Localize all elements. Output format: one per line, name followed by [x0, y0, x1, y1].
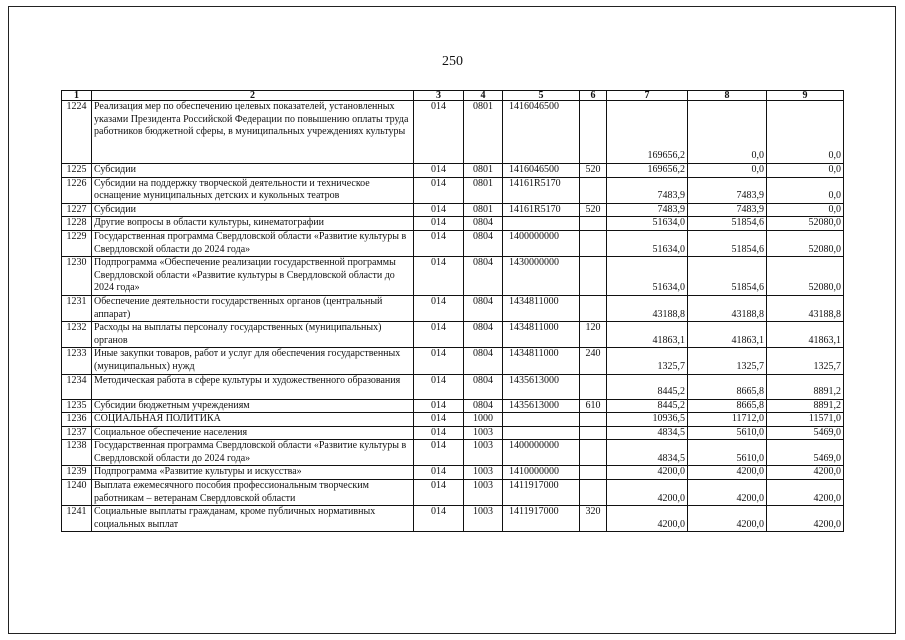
row-name: Социальное обеспечение населения — [92, 426, 414, 440]
section-code: 0804 — [464, 374, 503, 399]
expense-type-code: 610 — [580, 399, 607, 413]
amount-year-1: 4200,0 — [607, 506, 688, 532]
row-name: Расходы на выплаты персоналу государственных (муниципальных) органов — [92, 322, 414, 348]
admin-code: 014 — [414, 295, 464, 321]
row-name: Обеспечение деятельности государственных органов (центральный аппарат) — [92, 295, 414, 321]
amount-year-1: 41863,1 — [607, 322, 688, 348]
target-article-code: 1410000000 — [503, 466, 580, 480]
amount-year-1: 51634,0 — [607, 257, 688, 296]
target-article-code — [503, 217, 580, 231]
expense-type-code — [580, 230, 607, 256]
amount-year-2: 5610,0 — [688, 440, 767, 466]
row-number: 1224 — [62, 101, 92, 164]
amount-year-2: 1325,7 — [688, 348, 767, 374]
target-article-code: 1430000000 — [503, 257, 580, 296]
amount-year-2: 7483,9 — [688, 203, 767, 217]
table-row — [62, 480, 844, 506]
expense-type-code — [580, 101, 607, 164]
row-name: СОЦИАЛЬНАЯ ПОЛИТИКА — [92, 413, 414, 427]
target-article-code: 1416046500 — [503, 164, 580, 178]
target-article-code: 1434811000 — [503, 295, 580, 321]
amount-year-2: 4200,0 — [688, 506, 767, 532]
amount-year-3: 4200,0 — [767, 466, 844, 480]
section-code: 0801 — [464, 164, 503, 178]
row-number: 1232 — [62, 322, 92, 348]
target-article-code: 1416046500 — [503, 101, 580, 164]
amount-year-1: 43188,8 — [607, 295, 688, 321]
target-article-code: 14161R5170 — [503, 203, 580, 217]
amount-year-3: 8891,2 — [767, 399, 844, 413]
row-number: 1237 — [62, 426, 92, 440]
row-number: 1241 — [62, 506, 92, 532]
table-row — [62, 230, 844, 256]
row-number: 1226 — [62, 177, 92, 203]
admin-code: 014 — [414, 440, 464, 466]
amount-year-3: 52080,0 — [767, 217, 844, 231]
target-article-code: 1411917000 — [503, 506, 580, 532]
section-code: 0804 — [464, 295, 503, 321]
expense-type-code — [580, 426, 607, 440]
row-name: Социальные выплаты гражданам, кроме публичных нормативных социальных выплат — [92, 506, 414, 532]
amount-year-3: 0,0 — [767, 101, 844, 164]
amount-year-3: 0,0 — [767, 164, 844, 178]
admin-code: 014 — [414, 466, 464, 480]
section-code: 0804 — [464, 257, 503, 296]
row-number: 1229 — [62, 230, 92, 256]
amount-year-1: 4834,5 — [607, 426, 688, 440]
section-code: 0804 — [464, 230, 503, 256]
section-code: 1003 — [464, 466, 503, 480]
admin-code: 014 — [414, 348, 464, 374]
row-number: 1234 — [62, 374, 92, 399]
table-row — [62, 257, 844, 296]
amount-year-3: 52080,0 — [767, 230, 844, 256]
budget-table — [61, 90, 844, 532]
amount-year-1: 4200,0 — [607, 466, 688, 480]
amount-year-2: 51854,6 — [688, 217, 767, 231]
row-name: Подпрограмма «Обеспечение реализации государственной программы Свердловской области «Развитие культуры в Свердловской области до 2024 года» — [92, 257, 414, 296]
section-code: 0801 — [464, 101, 503, 164]
row-number: 1239 — [62, 466, 92, 480]
amount-year-3: 5469,0 — [767, 426, 844, 440]
column-header: 4 — [464, 91, 503, 101]
amount-year-2: 11712,0 — [688, 413, 767, 427]
amount-year-3: 11571,0 — [767, 413, 844, 427]
amount-year-2: 4200,0 — [688, 466, 767, 480]
row-number: 1240 — [62, 480, 92, 506]
table-row — [62, 101, 844, 164]
section-code: 0804 — [464, 399, 503, 413]
row-name: Государственная программа Свердловской области «Развитие культуры в Свердловской области до 2024 года» — [92, 440, 414, 466]
amount-year-2: 4200,0 — [688, 480, 767, 506]
expense-type-code — [580, 374, 607, 399]
column-header: 5 — [503, 91, 580, 101]
amount-year-2: 0,0 — [688, 101, 767, 164]
admin-code: 014 — [414, 480, 464, 506]
admin-code: 014 — [414, 217, 464, 231]
table-header-row — [62, 91, 844, 101]
column-header: 3 — [414, 91, 464, 101]
expense-type-code: 320 — [580, 506, 607, 532]
table-row — [62, 164, 844, 178]
amount-year-3: 52080,0 — [767, 257, 844, 296]
table-row — [62, 295, 844, 321]
table-row — [62, 203, 844, 217]
table-row — [62, 217, 844, 231]
row-number: 1238 — [62, 440, 92, 466]
table-row — [62, 440, 844, 466]
admin-code: 014 — [414, 506, 464, 532]
column-header: 8 — [688, 91, 767, 101]
admin-code: 014 — [414, 164, 464, 178]
row-name: Другие вопросы в области культуры, кинематографии — [92, 217, 414, 231]
row-name: Субсидии бюджетным учреждениям — [92, 399, 414, 413]
target-article-code — [503, 413, 580, 427]
section-code: 1000 — [464, 413, 503, 427]
amount-year-3: 8891,2 — [767, 374, 844, 399]
amount-year-1: 10936,5 — [607, 413, 688, 427]
admin-code: 014 — [414, 399, 464, 413]
target-article-code: 1435613000 — [503, 374, 580, 399]
expense-type-code — [580, 257, 607, 296]
expense-type-code — [580, 217, 607, 231]
amount-year-2: 7483,9 — [688, 177, 767, 203]
target-article-code: 1434811000 — [503, 322, 580, 348]
amount-year-1: 169656,2 — [607, 101, 688, 164]
section-code: 0804 — [464, 348, 503, 374]
target-article-code: 1411917000 — [503, 480, 580, 506]
row-number: 1236 — [62, 413, 92, 427]
amount-year-2: 5610,0 — [688, 426, 767, 440]
row-name: Субсидии — [92, 203, 414, 217]
target-article-code — [503, 426, 580, 440]
section-code: 0804 — [464, 322, 503, 348]
amount-year-2: 41863,1 — [688, 322, 767, 348]
amount-year-1: 1325,7 — [607, 348, 688, 374]
row-name: Государственная программа Свердловской области «Развитие культуры в Свердловской области до 2024 года» — [92, 230, 414, 256]
target-article-code: 14161R5170 — [503, 177, 580, 203]
table-row — [62, 506, 844, 532]
section-code: 0801 — [464, 177, 503, 203]
amount-year-1: 7483,9 — [607, 203, 688, 217]
row-name: Выплата ежемесячного пособия профессиональным творческим работникам – ветеранам Свердловской области — [92, 480, 414, 506]
amount-year-2: 8665,8 — [688, 374, 767, 399]
row-number: 1227 — [62, 203, 92, 217]
target-article-code: 1400000000 — [503, 230, 580, 256]
column-header: 7 — [607, 91, 688, 101]
section-code: 1003 — [464, 440, 503, 466]
row-name: Иные закупки товаров, работ и услуг для обеспечения государственных (муниципальных) нужд — [92, 348, 414, 374]
target-article-code: 1434811000 — [503, 348, 580, 374]
section-code: 1003 — [464, 426, 503, 440]
amount-year-1: 4834,5 — [607, 440, 688, 466]
amount-year-2: 51854,6 — [688, 230, 767, 256]
amount-year-3: 4200,0 — [767, 506, 844, 532]
column-header: 9 — [767, 91, 844, 101]
admin-code: 014 — [414, 203, 464, 217]
expense-type-code — [580, 295, 607, 321]
table-row — [62, 374, 844, 399]
row-name: Субсидии на поддержку творческой деятельности и техническое оснащение муниципальных детских и кукольных театров — [92, 177, 414, 203]
table-row — [62, 348, 844, 374]
row-number: 1231 — [62, 295, 92, 321]
admin-code: 014 — [414, 426, 464, 440]
amount-year-3: 0,0 — [767, 203, 844, 217]
amount-year-3: 41863,1 — [767, 322, 844, 348]
admin-code: 014 — [414, 413, 464, 427]
row-name: Методическая работа в сфере культуры и художественного образования — [92, 374, 414, 399]
table-row — [62, 322, 844, 348]
amount-year-2: 0,0 — [688, 164, 767, 178]
amount-year-3: 5469,0 — [767, 440, 844, 466]
amount-year-3: 43188,8 — [767, 295, 844, 321]
section-code: 1003 — [464, 480, 503, 506]
expense-type-code: 240 — [580, 348, 607, 374]
table-row — [62, 426, 844, 440]
amount-year-2: 43188,8 — [688, 295, 767, 321]
amount-year-3: 1325,7 — [767, 348, 844, 374]
expense-type-code — [580, 440, 607, 466]
table-row — [62, 399, 844, 413]
admin-code: 014 — [414, 374, 464, 399]
expense-type-code — [580, 413, 607, 427]
expense-type-code — [580, 177, 607, 203]
amount-year-1: 51634,0 — [607, 230, 688, 256]
expense-type-code: 520 — [580, 164, 607, 178]
row-number: 1230 — [62, 257, 92, 296]
target-article-code: 1400000000 — [503, 440, 580, 466]
row-number: 1228 — [62, 217, 92, 231]
row-name: Субсидии — [92, 164, 414, 178]
table-row — [62, 177, 844, 203]
admin-code: 014 — [414, 101, 464, 164]
row-number: 1225 — [62, 164, 92, 178]
table-row — [62, 413, 844, 427]
column-header: 6 — [580, 91, 607, 101]
amount-year-1: 8445,2 — [607, 374, 688, 399]
section-code: 1003 — [464, 506, 503, 532]
target-article-code: 1435613000 — [503, 399, 580, 413]
amount-year-1: 51634,0 — [607, 217, 688, 231]
section-code: 0801 — [464, 203, 503, 217]
expense-type-code — [580, 480, 607, 506]
admin-code: 014 — [414, 322, 464, 348]
amount-year-1: 8445,2 — [607, 399, 688, 413]
table-row — [62, 466, 844, 480]
page-number: 250 — [442, 54, 463, 69]
amount-year-3: 4200,0 — [767, 480, 844, 506]
admin-code: 014 — [414, 257, 464, 296]
amount-year-2: 51854,6 — [688, 257, 767, 296]
admin-code: 014 — [414, 177, 464, 203]
expense-type-code: 120 — [580, 322, 607, 348]
expense-type-code — [580, 466, 607, 480]
admin-code: 014 — [414, 230, 464, 256]
amount-year-3: 0,0 — [767, 177, 844, 203]
amount-year-1: 4200,0 — [607, 480, 688, 506]
amount-year-1: 169656,2 — [607, 164, 688, 178]
row-number: 1233 — [62, 348, 92, 374]
row-name: Реализация мер по обеспечению целевых показателей, установленных указами Президента Российской Федерации по повышению оплаты труда работников бюджетной сферы, в муниципальных учреждениях культуры — [92, 101, 414, 164]
column-header: 2 — [92, 91, 414, 101]
column-header: 1 — [62, 91, 92, 101]
amount-year-2: 8665,8 — [688, 399, 767, 413]
amount-year-1: 7483,9 — [607, 177, 688, 203]
expense-type-code: 520 — [580, 203, 607, 217]
row-number: 1235 — [62, 399, 92, 413]
row-name: Подпрограмма «Развитие культуры и искусства» — [92, 466, 414, 480]
section-code: 0804 — [464, 217, 503, 231]
